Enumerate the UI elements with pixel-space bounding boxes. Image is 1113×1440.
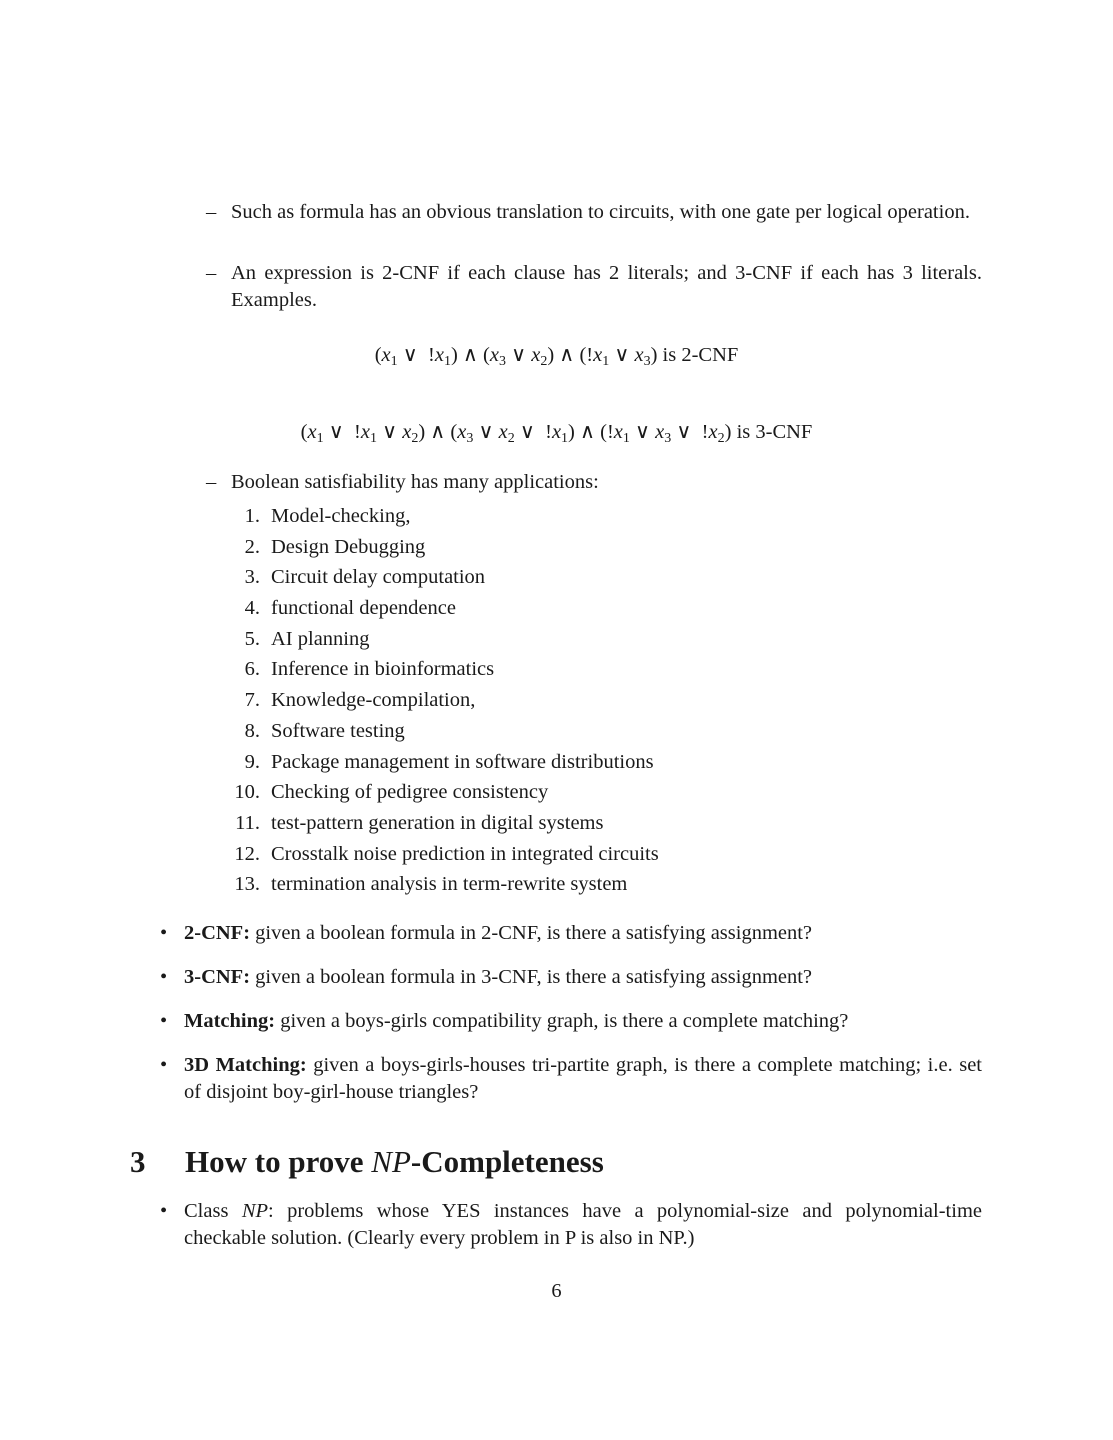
list-text: Crosstalk noise prediction in integrated circuits [271,842,659,865]
list-number: 5. [244,627,260,650]
list-number: 12. [234,842,260,865]
list-text: functional dependence [271,597,456,620]
bullet-marker: • [160,966,168,988]
formula-2cnf-label: is 2-CNF [662,344,739,366]
bullet-text: given a boolean formula in 2-CNF, is there a satisfying assignment? [255,922,813,944]
bullet-marker: • [160,1054,168,1076]
list-text: Package management in software distributions [271,750,654,773]
formula-3cnf-label: is 3-CNF [736,421,813,443]
list-text: Circuit delay computation [271,566,486,589]
list-text: AI planning [271,627,370,650]
np-math: NP [241,1200,269,1222]
list-number: 7. [244,689,260,712]
list-text: Software testing [271,719,405,742]
dash-item-text: Such as formula has an obvious translation to circuits, with one gate per logical operation. [231,201,970,223]
list-text: Inference in bioinformatics [271,658,495,681]
section-title-post: -Completeness [410,1144,604,1179]
list-number: 13. [234,873,260,896]
section-title-math: NP [371,1144,411,1179]
dash-marker: – [206,262,217,284]
list-number: 11. [235,811,260,834]
dash-marker: – [206,201,217,223]
bullet-term: Matching: [184,1010,276,1032]
np-lead: Class [184,1200,229,1222]
formula-3cnf: ($x_1$ ∨ $!x_1$ ∨ $x_2$) ∧ ($x_3$ ∨ $x_2$ ∨ $!x_1$) ∧ ($!x_1$ ∨ $x_3$ ∨ $!x_2$) is 3-CNF [300,421,813,446]
bullet-text: given a boolean formula in 3-CNF, is there a satisfying assignment? [255,966,813,988]
bullet-text: given a boys-girls-houses tri-partite graph, is there a complete matching; i.e. set of disjoint boy-girl-house triangles? [184,1054,982,1103]
dash-item-circuit-translation [206,199,982,226]
section-number: 3 [130,1144,146,1179]
bullet-marker: • [160,922,168,944]
list-number: 3. [244,566,260,589]
list-number: 9. [244,750,260,773]
np-text: : problems whose YES instances have a polynomial-size and polynomial-time checkable solution. (Clearly every problem in P is also in NP.) [184,1200,982,1249]
bullet-term: 2-CNF: [184,922,251,944]
bullet-text: given a boys-girls compatibility graph, is there a complete matching? [280,1010,849,1032]
bullet-term: 3D Matching: [184,1054,307,1076]
list-text: Knowledge-compilation, [271,689,476,712]
list-number: 6. [244,658,260,681]
bullet-class-np [160,1198,982,1252]
section-title-pre: How to prove [185,1144,364,1179]
list-number: 4. [244,597,260,620]
list-number: 1. [244,505,260,527]
bullet-matching [160,1008,982,1035]
list-text: Design Debugging [271,535,426,558]
list-text: Model-checking, [271,505,411,527]
bullet-term: 3-CNF: [184,966,251,988]
dash-item-cnf-definition [206,260,982,314]
dash-item-text: An expression is 2-CNF if each clause has 2 literals; and 3-CNF if each has 3 literals. Examples. [231,262,982,311]
list-text: Checking of pedigree consistency [271,781,549,804]
list-text: test-pattern generation in digital systems [271,811,604,834]
dash-item-applications [206,469,982,496]
bullet-3d-matching [160,1052,982,1106]
list-number: 8. [244,719,260,742]
dash-marker: – [206,471,217,493]
dash-item-text: Boolean satisfiability has many applications: [231,471,599,493]
list-text: termination analysis in term-rewrite system [271,873,628,896]
bullet-2cnf [160,920,982,947]
section-heading [130,1142,604,1182]
page-number: 6 [551,1280,562,1302]
list-number: 2. [244,535,260,558]
bullet-marker: • [160,1010,168,1032]
list-number: 10. [234,781,260,804]
bullet-marker: • [160,1200,168,1222]
bullet-3cnf [160,964,982,991]
formula-2cnf: ($x_1$ ∨ $!x_1$) ∧ ($x_3$ ∨ $x_2$) ∧ ($!x_1$ ∨ $x_3$) is 2-CNF [374,344,739,369]
